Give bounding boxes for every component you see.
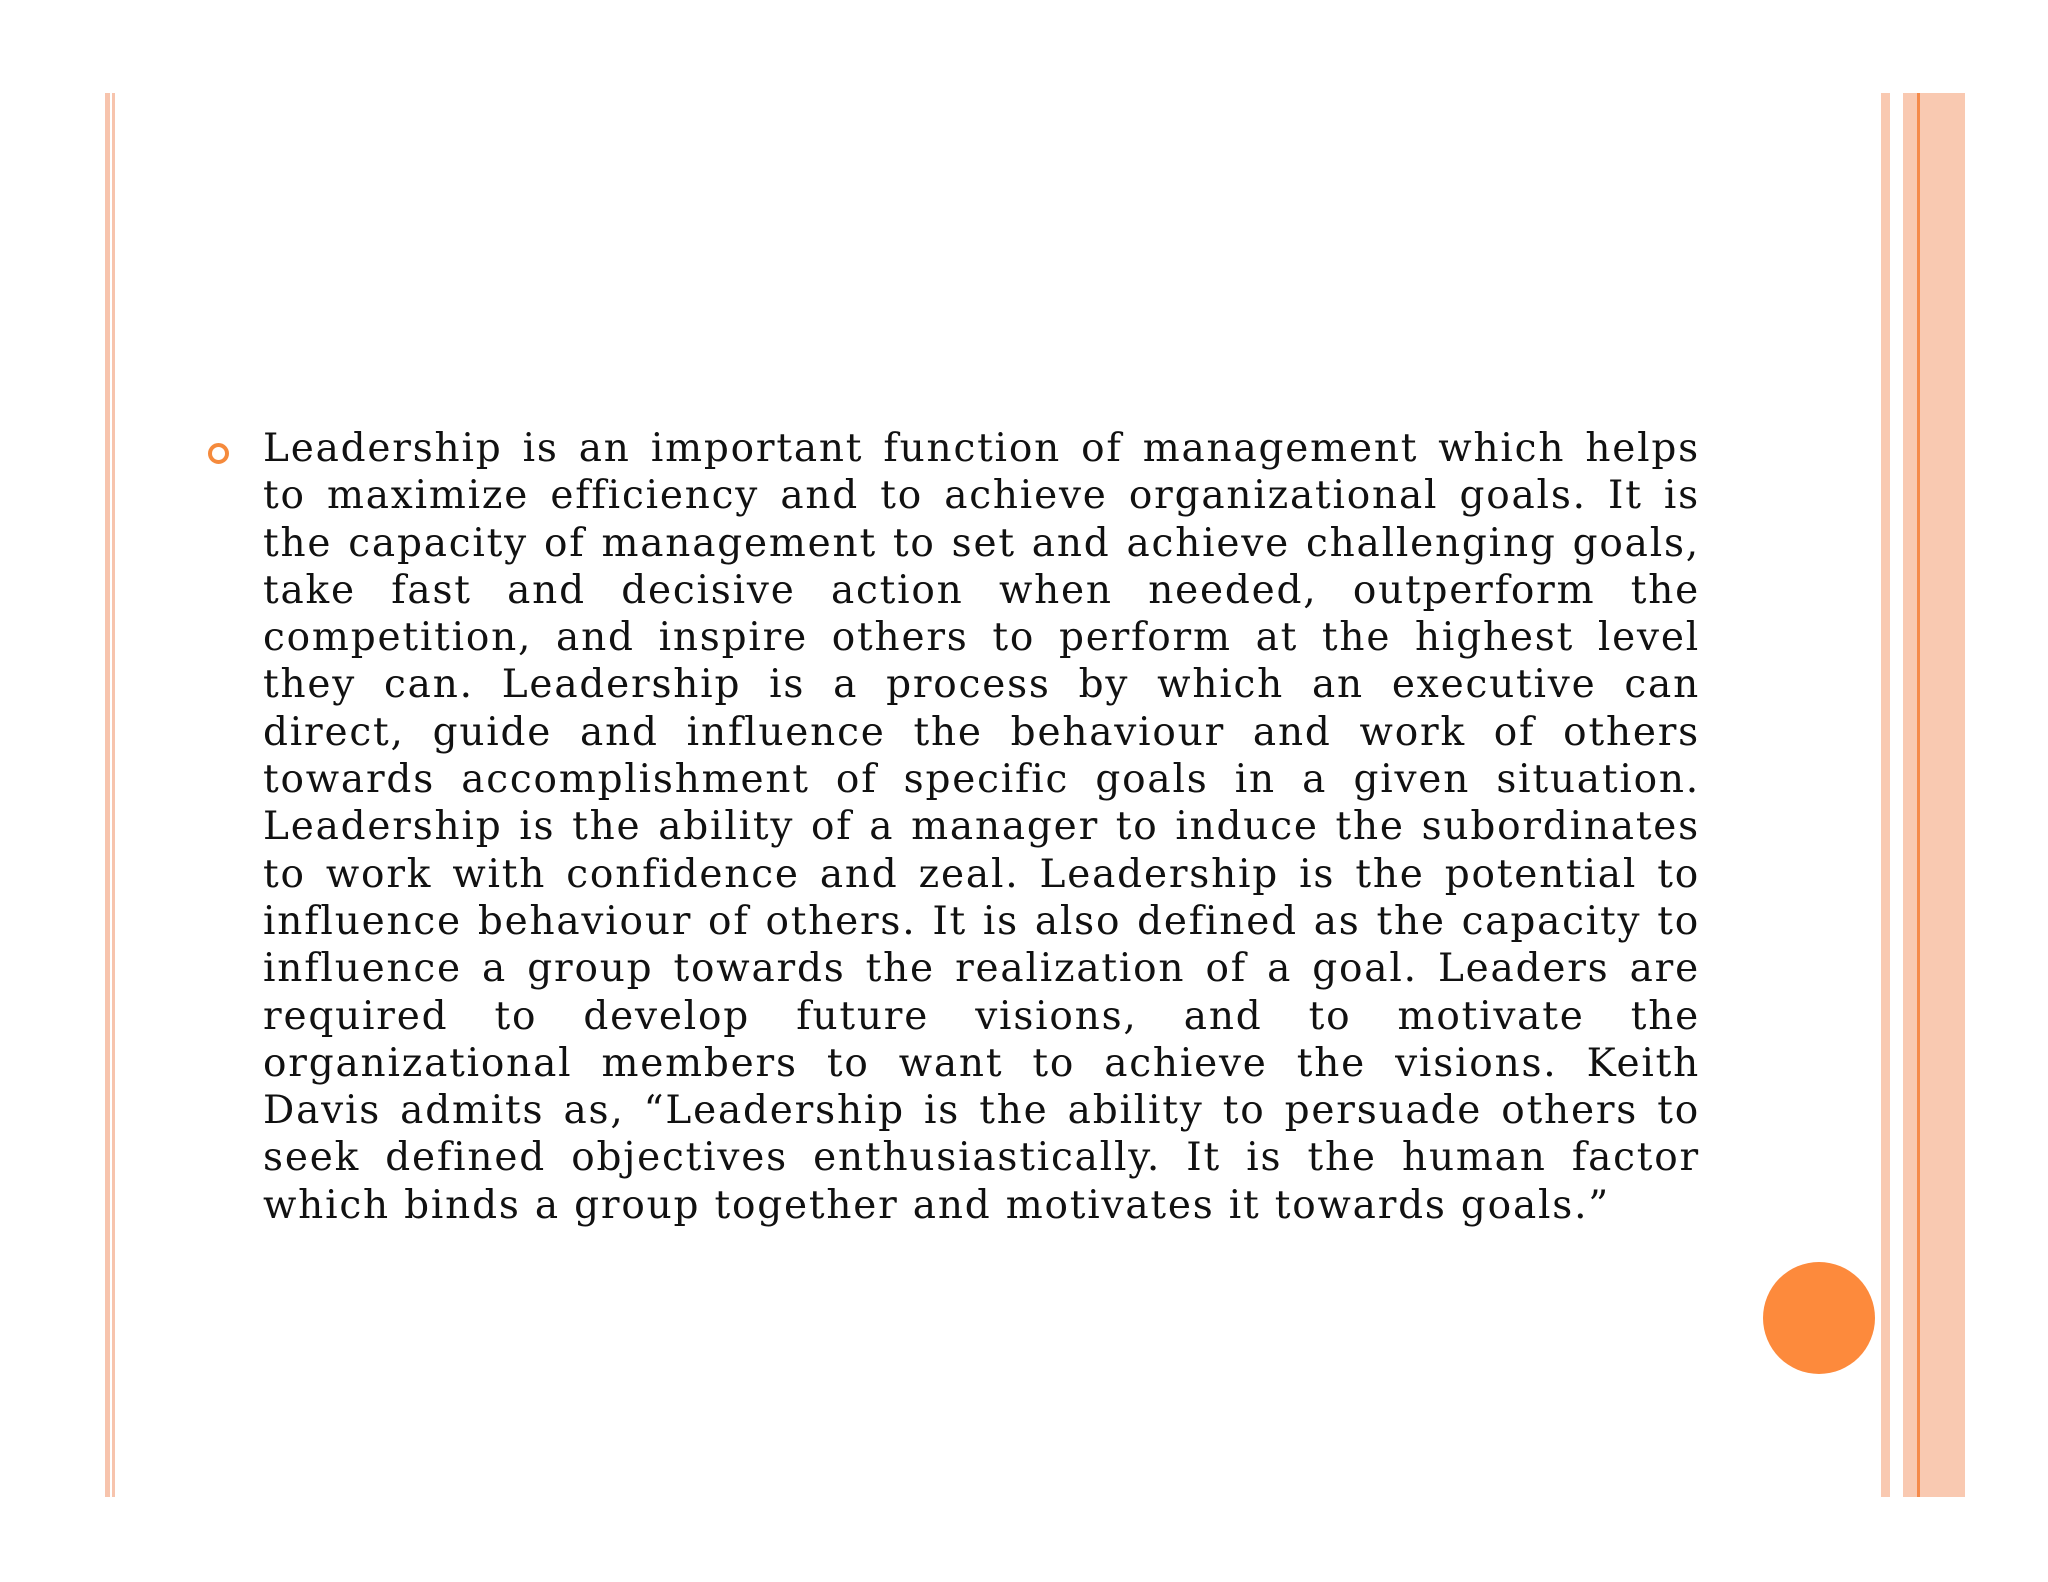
- decorative-orange-circle: [1763, 1262, 1875, 1374]
- right-decorative-band: [1920, 93, 1965, 1497]
- bullet-circle-icon: [208, 443, 229, 464]
- slide-body: [205, 425, 1700, 1229]
- left-decorative-rule: [105, 93, 110, 1497]
- bullet-text: Leadership is an important function of management which helps to maximize efficiency and to achieve organizational goals. It is the capacity of management to set and achieve challenging goals, take fast and decisive action when needed, outperform the competition, and inspire others to perform at the highest level they can. Leadership is a process by which an executive can direct, guide and influence the behaviour and work of others towards accomplishment of specific goals in a given situation. Leadership is the ability of a manager to induce the subordinates to work with confidence and zeal. Leadership is the potential to influence behaviour of others. It is also defined as the capacity to influence a group towards the realization of a goal. Leaders are required to develop future visions, and to motivate the organizational members to want to achieve the visions. Keith Davis admits as, “Leadership is the ability to persuade others to seek defined objectives enthusiastically. It is the human factor which binds a group together and motivates it towards goals.”: [263, 426, 1700, 1228]
- right-decorative-rule-thin: [1881, 93, 1890, 1497]
- left-decorative-rule-inner: [112, 93, 115, 1497]
- right-decorative-rule: [1903, 93, 1917, 1497]
- bullet-item: [205, 425, 1700, 1229]
